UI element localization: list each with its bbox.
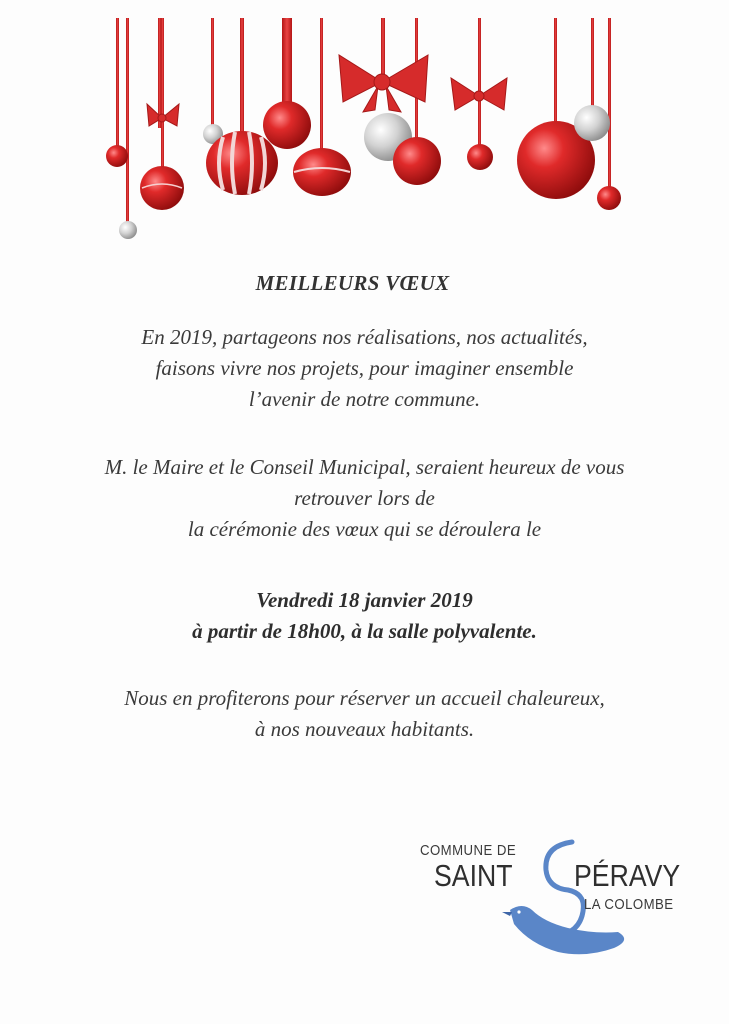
invitation-line-2: retrouver lors de	[294, 486, 435, 510]
title-line: MEILLEURS VŒUX	[255, 271, 450, 295]
intro-paragraph	[0, 322, 729, 415]
event-details	[0, 585, 729, 647]
invitation-paragraph	[0, 452, 729, 545]
invitation-line-1: M. le Maire et le Conseil Municipal, seraient heureux de vous	[104, 455, 625, 479]
closing-line-1: Nous en profiterons pour réserver un accueil chaleureux,	[124, 686, 605, 710]
logo-la-colombe: LA COLOMBE	[584, 896, 674, 913]
closing-paragraph	[0, 683, 729, 745]
invitation-line-3: la cérémonie des vœux qui se déroulera le	[187, 517, 542, 541]
letter-title	[0, 268, 717, 299]
logo-peravy: PÉRAVY	[574, 858, 681, 893]
intro-line-2: faisons vivre nos projets, pour imaginer ensemble	[155, 356, 574, 380]
intro-line-3: l’avenir de notre commune.	[248, 387, 481, 411]
logo-saint: SAINT	[434, 858, 513, 893]
commune-logo	[418, 832, 698, 962]
christmas-baubles-decoration	[95, 0, 635, 250]
logo-commune-de: COMMUNE DE	[420, 842, 517, 859]
event-date: Vendredi 18 janvier 2019	[256, 588, 473, 612]
closing-line-2: à nos nouveaux habitants.	[254, 717, 475, 741]
intro-line-1: En 2019, partageons nos réalisations, nos actualités,	[141, 325, 588, 349]
event-time-place: à partir de 18h00, à la salle polyvalente.	[192, 619, 537, 643]
